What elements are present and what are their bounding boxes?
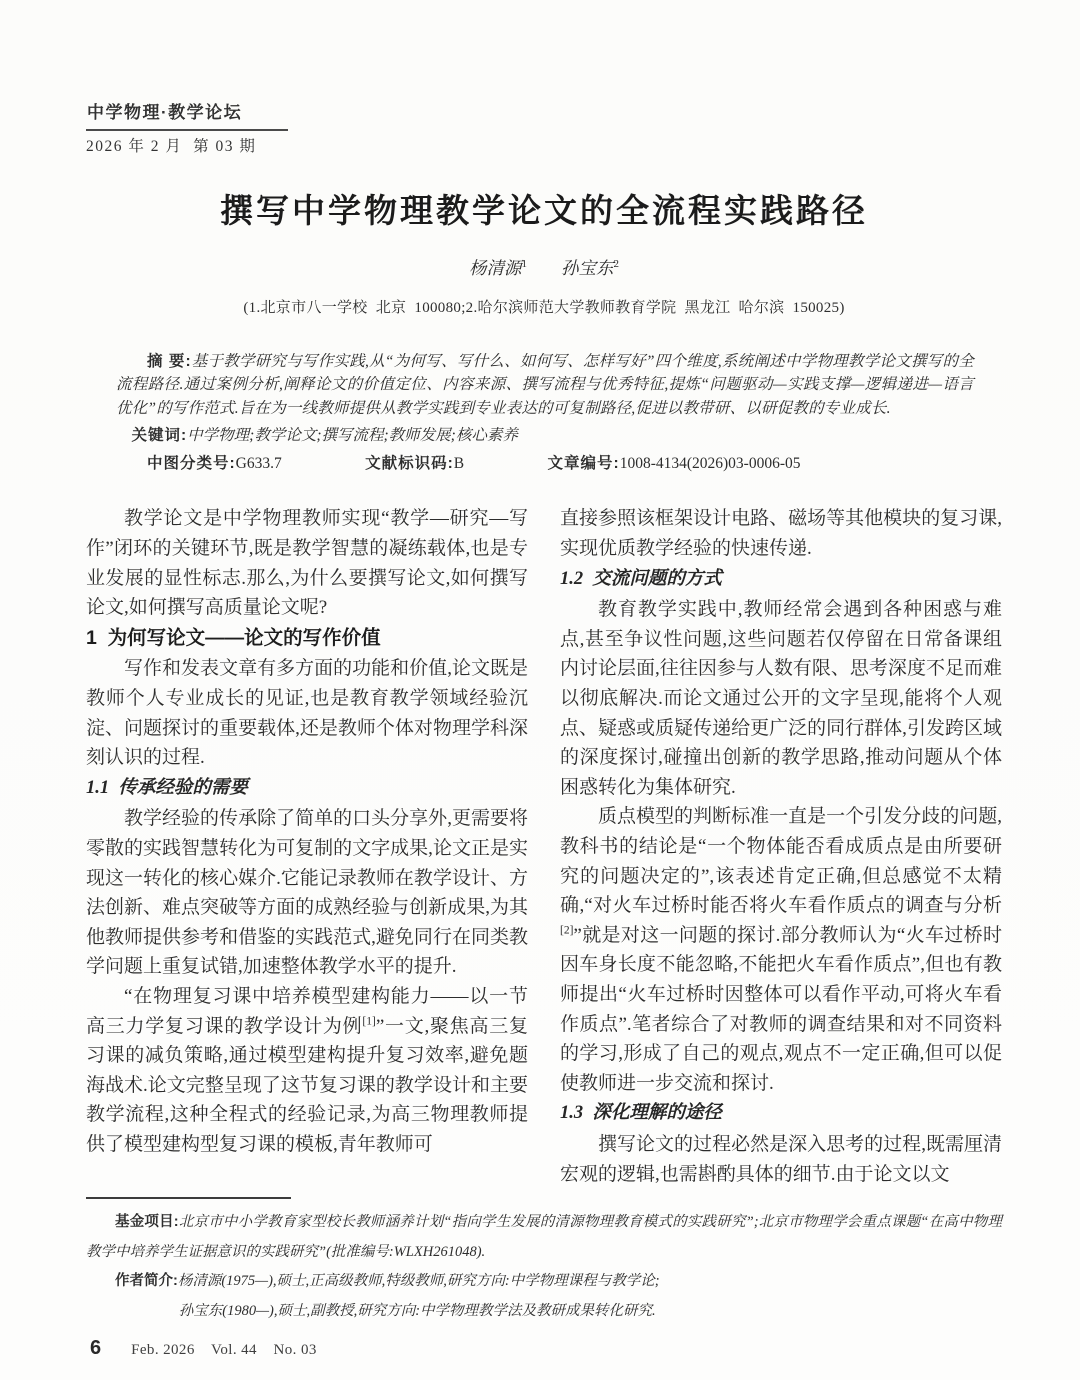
body-paragraph: 教育教学实践中,教师经常会遇到各种困惑与难点,甚至争议性问题,这些问题若仅停留在日常备课组内讨论层面,往往因参与人数有限、思考深度不足而难以彻底解决.而论文通过公开的文字呈现,能将个人观点、疑惑或质疑传递给更广泛的同行群体,引发跨区域的深度探讨,碰撞出创新的教学思路,推动问题从个体困惑转化为集体研究. (560, 599, 1002, 798)
fund-label: 基金项目: (115, 1214, 179, 1231)
keywords-text: 中学物理;教学论文;撰写流程;教师发展;核心素养 (187, 426, 518, 444)
subsection-heading: 1.3 深化理解的途径 (560, 1103, 722, 1124)
body-paragraph: 教学经验的传承除了简单的口头分享外,更需要将零散的实践智慧转化为可复制的文字成果,论文正是实现这一转化的核心媒介.它能记录教师在教学设计、方法创新、难点突破等方面的成熟经验与创新成果,为其他教师提供参考和借鉴的实践范式,避免同行在同类教学问题上重复试错,加速整体教学水平的提升. (86, 808, 528, 978)
document-code: 文献标识码:B (365, 454, 465, 472)
author-bio-line2: 孙宝东(1980—),硕士,副教授,研究方向:中学物理教学法及教研成果转化研究. (178, 1302, 656, 1319)
subsection-heading: 1.1 传承经验的需要 (86, 777, 248, 798)
body-paragraph: 质点模型的判断标准一直是一个引发分歧的问题,教科书的结论是“一个物体能否看成质点是由所要研究的问题决定的”,该表述肯定正确,但总感觉不太精确,“对火车过桥时能否将火车看作质点的调查与分析[2]”就是对这一问题的探讨.部分教师认为“火车过桥时因车身长度不能忽略,不能把火车看作质点”,但也有教师提出“火车过桥时因整体可以看作平动,可将火车看作质点”.笔者综合了对教师的调查结果和对不同资料的学习,形成了自己的观点,观点不一定正确,但可以促使教师进一步交流和探讨. (560, 806, 1002, 1094)
keywords (116, 424, 974, 448)
clc-number: 中图分类号:G633.7 (147, 454, 282, 472)
reference-marker: [2] (560, 924, 574, 937)
issue-date-line: 2026 年 2 月 第 03 期 (86, 138, 257, 155)
page-footer (90, 1337, 317, 1360)
body-paragraph: “在物理复习课中培养模型建构能力——以一节高三力学复习课的教学设计为例[1]”一文,聚焦高三复习课的减负策略,通过模型建构提升复习效率,避免题海战术.论文完整呈现了这节复习课的教学设计和主要教学流程,这种全程式的经验记录,为高三物理教师提供了模型建构型复习课的模板,青年教师可 (86, 985, 528, 1155)
body-paragraph: 直接参照该框架设计电路、磁场等其他模块的复习课,实现优质教学经验的快速传递. (560, 508, 1002, 560)
bio-label: 作者简介: (115, 1273, 178, 1290)
front-matter (116, 350, 974, 476)
fund-project-note (86, 1208, 1002, 1267)
author-1-affil-marker: 1 (521, 257, 527, 270)
article-title: 撰写中学物理教学论文的全流程实践路径 (220, 191, 868, 229)
right-column (560, 504, 1002, 1188)
body-paragraph: 写作和发表文章有多方面的功能和价值,论文既是教师个人专业成长的见证,也是教育教学领域经验沉淀、问题探讨的重要载体,还是教师个体对物理学科深刻认识的过程. (86, 658, 528, 769)
abstract (116, 350, 974, 421)
abstract-label: 摘 要: (147, 352, 192, 370)
keywords-label: 关键词: (131, 426, 188, 444)
author-2: 孙宝东$^2$ (561, 257, 619, 278)
author-2-affil-marker: 2 (613, 257, 619, 270)
body-paragraph: 撰写论文的过程必然是深入思考的过程,既需厘清宏观的逻辑,也需斟酌具体的细节.由于论文以文 (560, 1133, 1002, 1185)
subsection-heading: 1.2 交流问题的方式 (560, 568, 722, 589)
author-1: 杨清源$^1$ (469, 257, 527, 278)
reference-marker: [1] (362, 1015, 376, 1028)
author-bio-note (86, 1267, 1002, 1297)
classification-line (116, 452, 974, 476)
body-paragraph: 教学论文是中学物理教师实现“教学—研究—写作”闭环的关键环节,既是教学智慧的凝练载体,也是专业发展的显性标志.那么,为什么要撰写论文,如何撰写论文,如何撰写高质量论文呢? (86, 508, 528, 619)
bio-text-line1: 杨清源(1975—),硕士,正高级教师,特级教师,研究方向:中学物理课程与教学论; (177, 1273, 660, 1290)
footnote-separator (86, 1197, 291, 1199)
fund-text: 北京市中小学教育家型校长教师涵养计划“指向学生发展的清源物理教育模式的实践研究”;北京市物理学会重点课题“在高中物理教学中培养学生证据意识的实践研究”(批准编号:WLXH261048). (86, 1214, 1002, 1260)
left-column (86, 504, 528, 1188)
authors-line (86, 255, 1002, 280)
footer-issue-info: Feb. 2026 Vol. 44 No. 03 (131, 1342, 317, 1358)
footnotes (86, 1208, 1002, 1326)
page-number: 6 (90, 1337, 102, 1359)
abstract-text: 基于教学研究与写作实践,从“为何写、写什么、如何写、怎样写好”四个维度,系统阐述中学物理教学论文撰写的全流程路径.通过案例分析,阐释论文的价值定位、内容来源、撰写流程与优秀特征,提炼“问题驱动—实践支撑—逻辑递进—语言优化”的写作范式.旨在为一线教师提供从教学实践到专业表达的可复制路径,促进以教带研、以研促教的专业成长. (116, 352, 974, 418)
affiliation-line: (1.北京市八一学校 北京 100080;2.哈尔滨师范大学教师教育学院 黑龙江 哈尔滨 150025) (243, 299, 845, 316)
body-columns (86, 504, 1002, 1188)
article-id: 文章编号:1008-4134(2026)03-0006-05 (547, 454, 801, 472)
journal-section-name: 中学物理·教学论坛 (86, 104, 288, 131)
masthead (86, 104, 1002, 155)
section-heading: 1 为何写论文——论文的写作价值 (86, 626, 381, 649)
